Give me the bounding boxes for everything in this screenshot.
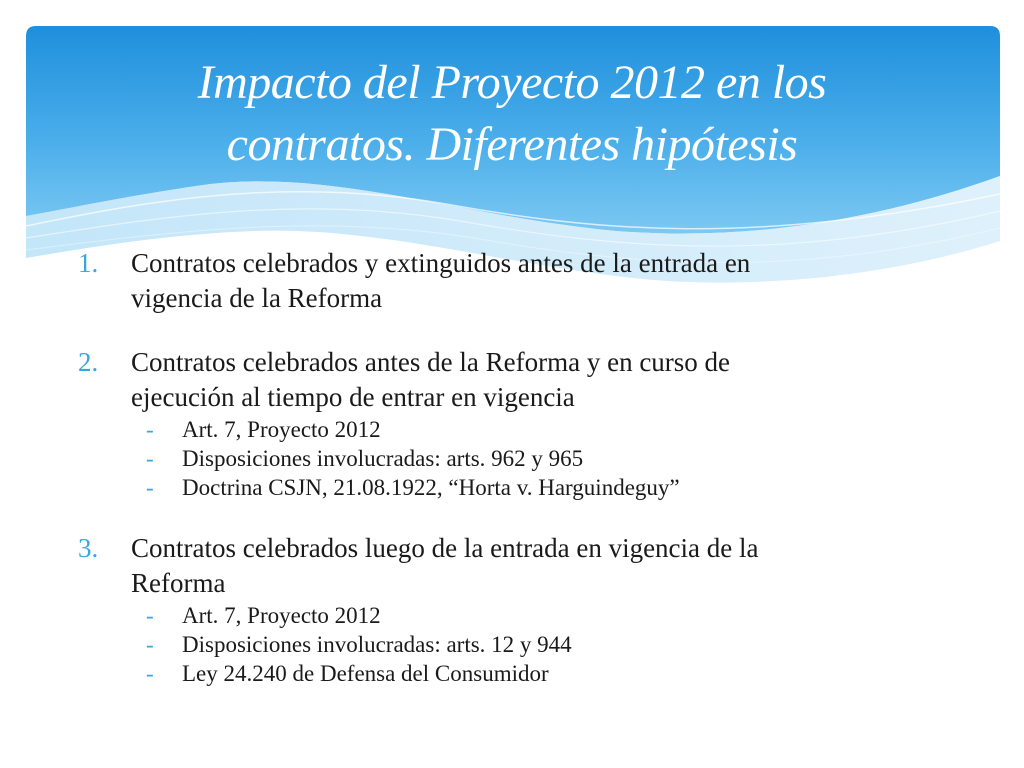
item-line: Contratos celebrados y extinguidos antes de la entrada en	[131, 248, 751, 278]
title-line-2: contratos. Diferentes hipótesis	[226, 118, 798, 171]
sub-item	[0, 601, 1024, 630]
item-number: 1.	[78, 248, 99, 278]
item-text	[131, 531, 901, 601]
sub-item	[0, 444, 1024, 473]
hypothesis-item-3	[0, 531, 1024, 688]
dash-bullet: -	[146, 417, 154, 442]
hypotheses-list	[0, 246, 1024, 688]
item-line: Reforma	[131, 568, 226, 598]
dash-bullet: -	[146, 446, 154, 471]
item-line: vigencia de la Reforma	[131, 283, 383, 313]
slide-title	[40, 52, 984, 176]
item-number: 2.	[78, 347, 99, 377]
title-line-1: Impacto del Proyecto 2012 en los	[197, 56, 827, 109]
sub-item	[0, 630, 1024, 659]
sub-item-text: Disposiciones involucradas: arts. 12 y 944	[182, 632, 572, 657]
sub-item	[0, 415, 1024, 444]
item-number: 3.	[78, 533, 99, 563]
item-line: Contratos celebrados luego de la entrada en vigencia de la	[131, 533, 759, 563]
sub-item-text: Art. 7, Proyecto 2012	[182, 603, 381, 628]
sub-item-text: Doctrina CSJN, 21.08.1922, “Horta v. Harguindeguy”	[182, 475, 680, 500]
sub-item	[0, 659, 1024, 688]
sub-item-text: Ley 24.240 de Defensa del Consumidor	[182, 661, 549, 686]
item-text	[131, 345, 901, 415]
dash-bullet: -	[146, 661, 154, 686]
dash-bullet: -	[146, 603, 154, 628]
sub-item	[0, 473, 1024, 502]
hypothesis-item-1	[0, 246, 1024, 316]
item-text	[131, 246, 901, 316]
sub-item-text: Art. 7, Proyecto 2012	[182, 417, 381, 442]
dash-bullet: -	[146, 475, 154, 500]
item-line: Contratos celebrados antes de la Reforma y en curso de	[131, 347, 731, 377]
hypothesis-item-2	[0, 345, 1024, 502]
item-line: ejecución al tiempo de entrar en vigencia	[131, 382, 575, 412]
dash-bullet: -	[146, 632, 154, 657]
sub-item-text: Disposiciones involucradas: arts. 962 y 965	[182, 446, 584, 471]
